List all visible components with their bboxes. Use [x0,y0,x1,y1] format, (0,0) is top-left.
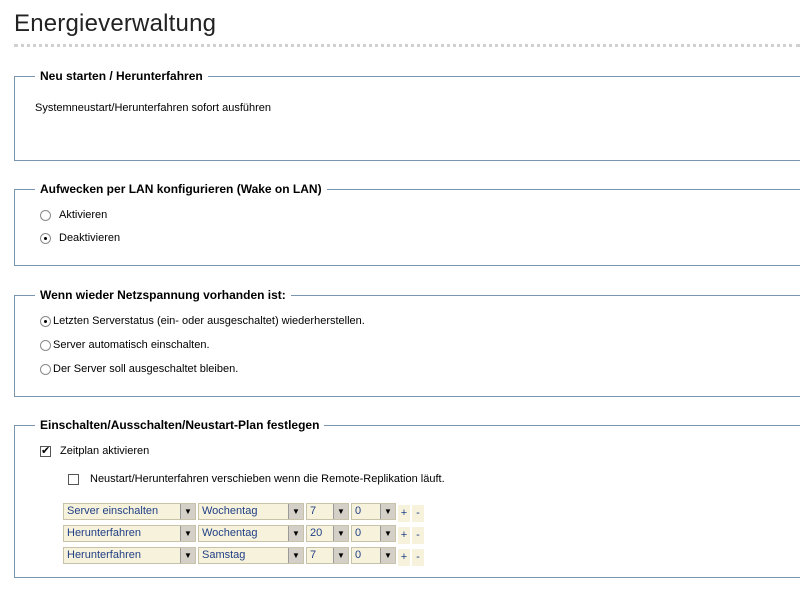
power-stay-off-radio[interactable] [40,364,51,375]
dropdown-arrow-icon[interactable]: ▼ [288,504,303,519]
action-select[interactable]: Herunterfahren ▼ [63,525,196,542]
hour-select[interactable]: 7 ▼ [306,547,349,564]
remove-row-button[interactable]: - [412,527,424,544]
power-restore-last-radio[interactable] [40,316,51,327]
restart-section [14,69,800,161]
action-select[interactable]: Herunterfahren ▼ [63,547,196,564]
wol-activate-label: Aktivieren [59,209,108,221]
power-option-stay-off[interactable] [40,362,238,376]
remove-row-button[interactable]: - [412,505,424,522]
page-title: Energieverwaltung [14,10,217,37]
postpone-option[interactable] [68,472,445,486]
dropdown-arrow-icon[interactable]: ▼ [380,548,395,563]
day-select[interactable]: Samstag ▼ [198,547,304,564]
minute-select[interactable]: 0 ▼ [351,525,396,542]
wol-option-activate[interactable] [40,208,107,222]
table-row [63,547,424,567]
restart-shutdown-link[interactable]: Systemneustart/Herunterfahren sofort ausführen [35,102,272,114]
schedule-enable-option[interactable] [40,444,149,458]
remove-row-button[interactable]: - [412,549,424,566]
wol-option-deactivate[interactable] [40,231,120,245]
dropdown-arrow-icon[interactable]: ▼ [333,504,348,519]
power-restore-section [14,288,800,397]
add-row-button[interactable]: + [398,549,410,566]
wol-activate-radio[interactable] [40,210,51,221]
power-option-restore-last[interactable] [40,314,365,328]
day-select[interactable]: Wochentag ▼ [198,525,304,542]
restart-legend: Neu starten / Herunterfahren [35,68,208,84]
minute-select[interactable]: 0 ▼ [351,547,396,564]
action-select[interactable]: Server einschalten ▼ [63,503,196,520]
wol-legend: Aufwecken per LAN konfigurieren (Wake on LAN) [35,181,327,197]
minute-select[interactable]: 0 ▼ [351,503,396,520]
hour-select[interactable]: 20 ▼ [306,525,349,542]
wol-deactivate-label: Deaktivieren [59,232,121,244]
dropdown-arrow-icon[interactable]: ▼ [380,526,395,541]
hour-select[interactable]: 7 ▼ [306,503,349,520]
schedule-enable-label: Zeitplan aktivieren [60,445,150,457]
table-row [63,525,424,545]
title-divider [14,44,800,47]
dropdown-arrow-icon[interactable]: ▼ [333,526,348,541]
wol-deactivate-radio[interactable] [40,233,51,244]
schedule-legend: Einschalten/Ausschalten/Neustart-Plan festlegen [35,417,324,433]
add-row-button[interactable]: + [398,505,410,522]
power-auto-on-radio[interactable] [40,340,51,351]
postpone-checkbox[interactable] [68,474,79,485]
schedule-section [14,418,800,578]
schedule-enable-checkbox[interactable]: ✔ [41,444,51,457]
wol-section [14,182,800,266]
add-row-button[interactable]: + [398,527,410,544]
power-restore-last-label: Letzten Serverstatus (ein- oder ausgeschaltet) wiederherstellen. [53,315,365,327]
power-auto-on-label: Server automatisch einschalten. [53,339,210,351]
dropdown-arrow-icon[interactable]: ▼ [380,504,395,519]
dropdown-arrow-icon[interactable]: ▼ [180,548,195,563]
dropdown-arrow-icon[interactable]: ▼ [288,548,303,563]
power-restore-legend: Wenn wieder Netzspannung vorhanden ist: [35,287,291,303]
table-row [63,503,424,523]
postpone-label: Neustart/Herunterfahren verschieben wenn die Remote-Replikation läuft. [90,473,445,485]
dropdown-arrow-icon[interactable]: ▼ [180,526,195,541]
power-stay-off-label: Der Server soll ausgeschaltet bleiben. [53,363,239,375]
dropdown-arrow-icon[interactable]: ▼ [333,548,348,563]
schedule-table [61,501,426,569]
day-select[interactable]: Wochentag ▼ [198,503,304,520]
power-option-auto-on[interactable] [40,338,210,352]
dropdown-arrow-icon[interactable]: ▼ [180,504,195,519]
dropdown-arrow-icon[interactable]: ▼ [288,526,303,541]
